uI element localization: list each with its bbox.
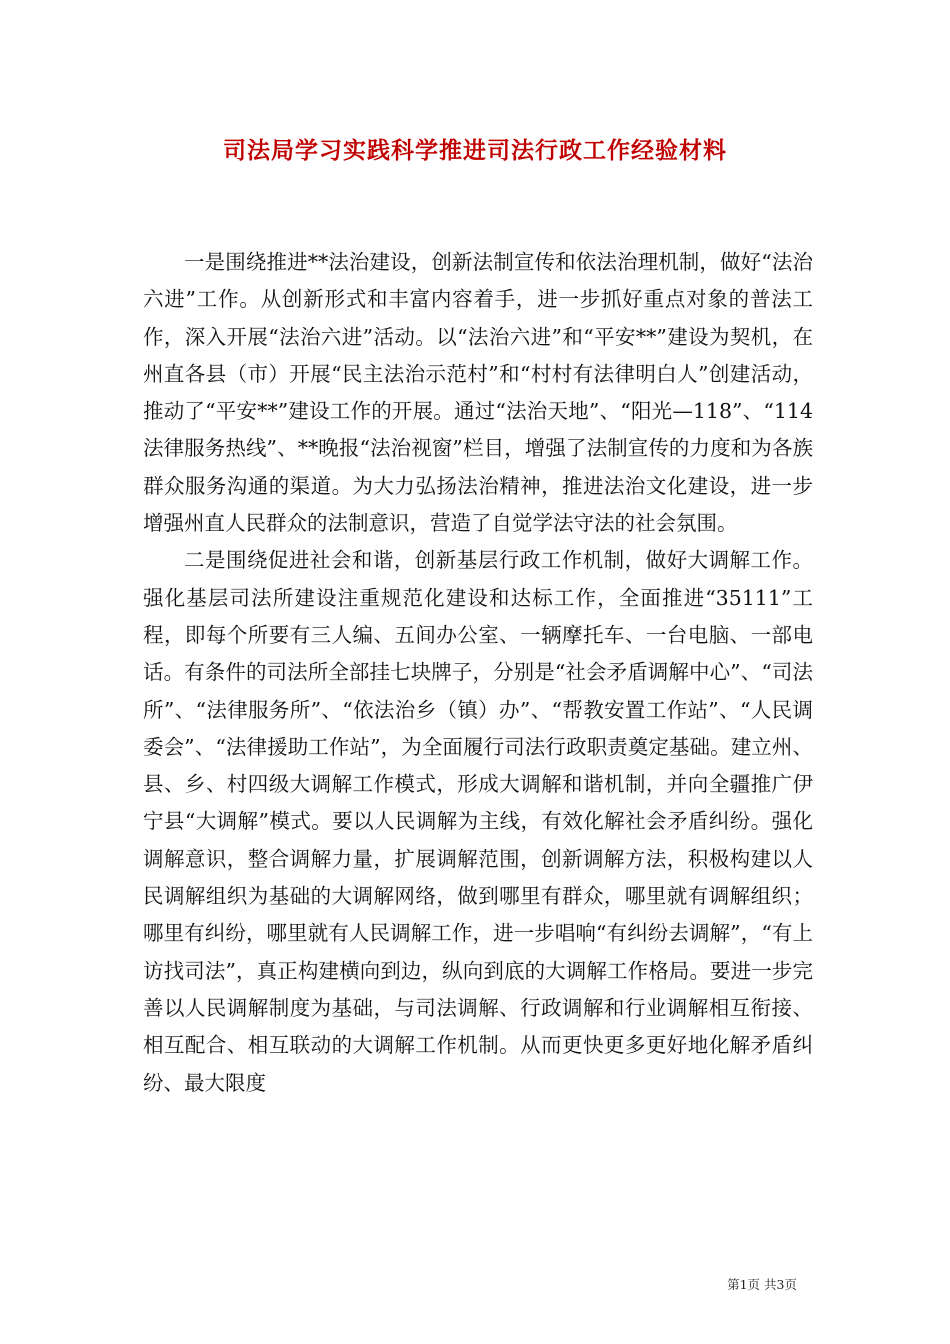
document-body: [143, 244, 813, 1102]
page-number: 第1页 共3页: [727, 1277, 797, 1292]
paragraph-1: 一是围绕推进**法治建设，创新法制宣传和依法治理机制，做好“法治六进”工作。从创新形式和丰富内容着手，进一步抓好重点对象的普法工作，深入开展“法治六进”活动。以“法治六进”和“平安**”建设为契机，在州直各县（市）开展“民主法治示范村”和“村村有法律明白人”创建活动，推动了“平安**”建设工作的开展。通过“法治天地”、“阳光—118”、“114法律服务热线”、**晚报“法治视窗”栏目，增强了法制宣传的力度和为各族群众服务沟通的渠道。为大力弘扬法治精神，推进法治文化建设，进一步增强州直人民群众的法制意识，营造了自觉学法守法的社会氛围。: [143, 250, 813, 536]
document-title: 司法局学习实践科学推进司法行政工作经验材料: [223, 138, 727, 164]
paragraph-2: 二是围绕促进社会和谐，创新基层行政工作机制，做好大调解工作。强化基层司法所建设注重规范化建设和达标工作，全面推进“35111”工程，即每个所要有三人编、五间办公室、一辆摩托车、一台电脑、一部电话。有条件的司法所全部挂七块牌子，分别是“社会矛盾调解中心”、“司法所”、“法律服务所”、“依法治乡（镇）办”、“帮教安置工作站”、“人民调委会”、“法律援助工作站”，为全面履行司法行政职责奠定基础。建立州、县、乡、村四级大调解工作模式，形成大调解和谐机制，并向全疆推广伊宁县“大调解”模式。要以人民调解为主线，有效化解社会矛盾纠纷。强化调解意识，整合调解力量，扩展调解范围，创新调解方法，积极构建以人民调解组织为基础的大调解网络，做到哪里有群众，哪里就有调解组织；哪里有纠纷，哪里就有人民调解工作，进一步唱响“有纠纷去调解”，“有上访找司法”，真正构建横向到边，纵向到底的大调解工作格局。要进一步完善以人民调解制度为基础，与司法调解、行政调解和行业调解相互衔接、相互配合、相互联动的大调解工作机制。从而更快更多更好地化解矛盾纠纷、最大限度: [143, 548, 813, 1095]
